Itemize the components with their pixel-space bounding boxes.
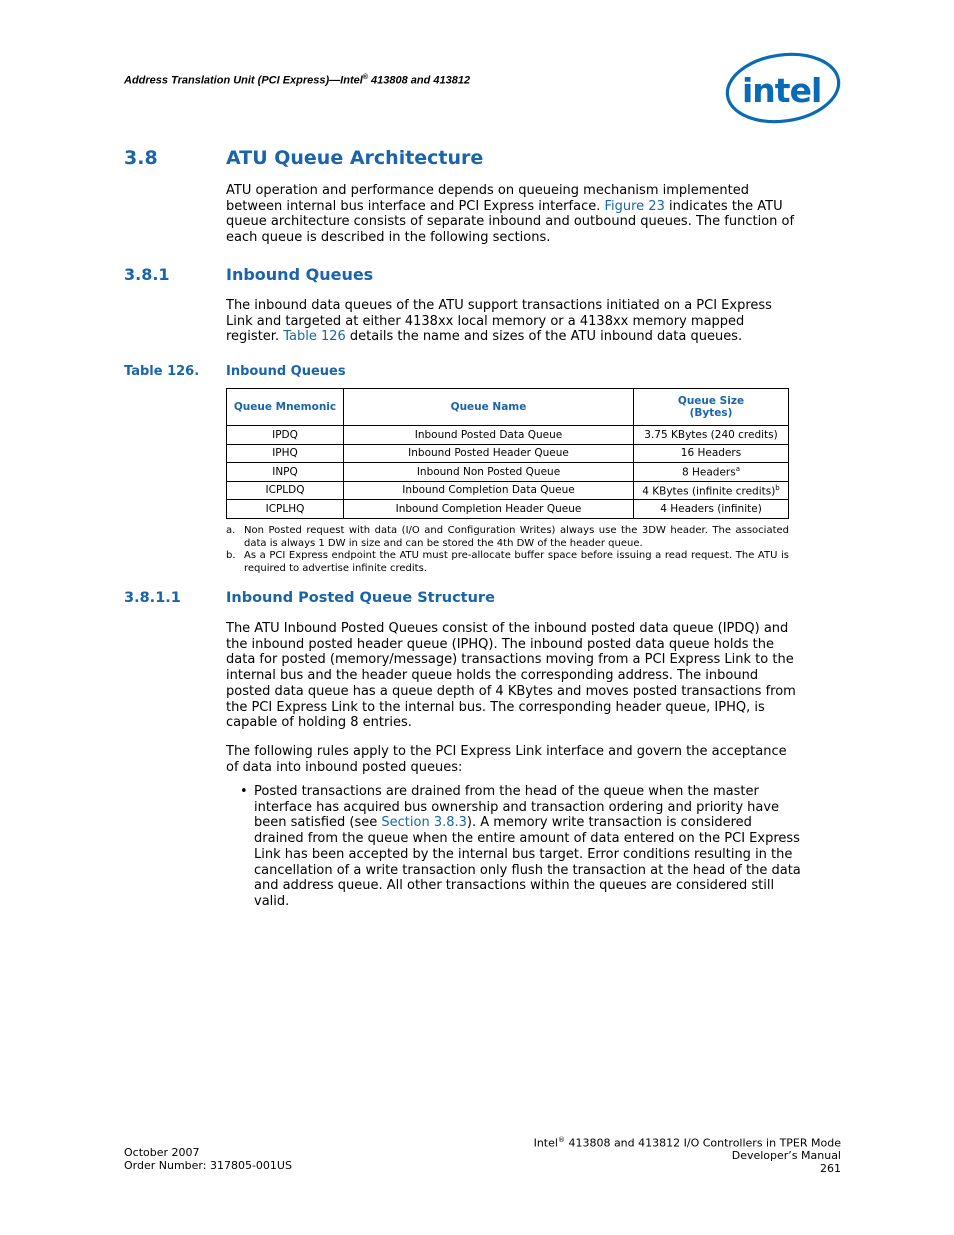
- footnote-reference[interactable]: a: [735, 465, 741, 473]
- text-run: the inbound posted header queue (IPHQ). The inbound posted data queue holds the: [226, 636, 774, 652]
- text-line: [226, 684, 846, 700]
- text-line: [226, 230, 846, 246]
- section-number: 3.8.1.1: [124, 590, 181, 606]
- cell-queue-name: [344, 426, 634, 445]
- running-header-text: Address Translation Unit (PCI Express)—Intel: [124, 74, 363, 87]
- text-run: internal bus and the header queue holds the corresponding address. The inbound: [226, 668, 759, 684]
- text-run: ATU operation and performance depends on queueing mechanism implemented: [226, 183, 750, 198]
- text-line: [226, 760, 846, 776]
- cell-queue-size: [634, 500, 789, 519]
- cell-queue-name-text: Inbound Completion Data Queue: [402, 484, 575, 497]
- cell-mnemonic-text: IPDQ: [272, 428, 298, 441]
- registered-mark: ®: [557, 1136, 565, 1144]
- section-title: Inbound Queues: [226, 265, 374, 284]
- text-run: of data into inbound posted queues:: [226, 759, 463, 775]
- text-run: details the name and sizes of the ATU inbound data queues.: [345, 329, 743, 345]
- table-row: [227, 500, 789, 519]
- header-queue-mnemonic: Queue Mnemonic: [227, 389, 344, 426]
- table-number: Table 126.: [124, 364, 200, 379]
- text-run: Link and targeted at either 4138xx local memory or a 4138xx memory mapped: [226, 313, 745, 329]
- text-line: [226, 715, 846, 731]
- cell-queue-name-text: Inbound Posted Header Queue: [408, 447, 569, 460]
- text-line: [226, 621, 846, 637]
- intel-logo: [724, 50, 842, 128]
- text-line: [254, 847, 844, 863]
- bullet-marker: •: [240, 784, 248, 799]
- table-caption: [124, 364, 346, 379]
- cell-mnemonic-text: INPQ: [272, 465, 298, 478]
- text-line: [226, 214, 846, 230]
- cell-mnemonic: [227, 463, 344, 482]
- cross-reference-link[interactable]: Table 126: [283, 329, 346, 345]
- table-row: [227, 426, 789, 445]
- text-line: [226, 199, 846, 215]
- text-run: valid.: [254, 893, 290, 909]
- cell-queue-name: [344, 444, 634, 463]
- footnote-text: Non Posted request with data (I/O and Configuration Writes) always use the 3DW header. The associated data is always 1 DW in size and can be stored the 4th DW of the header queue.: [244, 525, 789, 549]
- footer-order-number: Order Number: 317805-001US: [124, 1158, 292, 1172]
- inbound-queues-table: [226, 388, 789, 519]
- text-run: The ATU Inbound Posted Queues consist of the inbound posted data queue (IPDQ) and: [226, 621, 789, 636]
- text-line: [226, 744, 846, 760]
- section-3-8-1-1-paragraph-2: [226, 744, 846, 775]
- section-heading-3-8: [124, 147, 483, 169]
- section-3-8-paragraph: [226, 183, 846, 246]
- footnote-b: [226, 550, 789, 575]
- footer-product-name: 413808 and 413812 I/O Controllers in TPER Mode: [564, 1136, 841, 1150]
- page-number: 261: [820, 1161, 841, 1175]
- text-run: and address queue. All other transactions within the queues are considered still: [254, 878, 775, 894]
- cell-queue-size-text: 3.75 KBytes (240 credits): [644, 428, 778, 441]
- footer-date: October 2007: [124, 1146, 200, 1159]
- footer-left: [124, 1147, 292, 1172]
- cell-queue-size: [634, 481, 789, 500]
- text-line: [254, 894, 844, 910]
- text-line: [254, 784, 844, 800]
- text-run: capable of holding 8 entries.: [226, 715, 412, 731]
- footnote-text: As a PCI Express endpoint the ATU must pre-allocate buffer space before issuing a read request. The ATU is required to advertise infinite credits.: [244, 550, 789, 574]
- table-title: Inbound Queues: [226, 364, 346, 379]
- section-title: Inbound Posted Queue Structure: [226, 590, 495, 606]
- cell-queue-size-text: 4 Headers (infinite): [660, 502, 762, 515]
- section-heading-3-8-1-1: [124, 590, 495, 606]
- cell-queue-name: [344, 481, 634, 500]
- header-queue-size: [634, 389, 789, 426]
- cell-queue-name: [344, 500, 634, 519]
- cell-mnemonic: [227, 444, 344, 463]
- table-header-row: [227, 389, 789, 426]
- text-line: [254, 878, 844, 894]
- text-run: Posted transactions are drained from the head of the queue when the master: [254, 784, 759, 799]
- header-queue-name: Queue Name: [344, 389, 634, 426]
- header-queue-size-line1: Queue Size: [677, 395, 745, 407]
- table-row: [227, 444, 789, 463]
- cell-queue-size: [634, 463, 789, 482]
- table-row: [227, 481, 789, 500]
- cell-queue-size: [634, 444, 789, 463]
- cell-queue-name-text: Inbound Non Posted Queue: [416, 465, 561, 478]
- header-queue-size-line2: (Bytes): [689, 407, 733, 419]
- text-run: queue architecture consists of separate inbound and outbound queues. The function of: [226, 214, 795, 230]
- cell-mnemonic: [227, 426, 344, 445]
- text-line: [226, 668, 846, 684]
- text-run: posted data queue has a queue depth of 4 KBytes and moves posted transactions from: [226, 683, 796, 699]
- text-run: drained from the queue when the entire amount of data entered on the PCI Express: [254, 831, 800, 847]
- text-run: been satisfied (see: [254, 815, 382, 831]
- text-line: [254, 863, 844, 879]
- section-3-8-1-1-paragraph-1: [226, 621, 846, 731]
- text-run: interface has acquired bus ownership and transaction ordering and priority have: [254, 799, 780, 815]
- running-header-text-end: 413808 and 413812: [367, 74, 471, 87]
- text-line: [226, 329, 846, 345]
- footnote-a: [226, 525, 789, 550]
- cell-mnemonic-text: IPHQ: [272, 447, 298, 460]
- cell-mnemonic-text: ICPLDQ: [265, 484, 305, 497]
- footer-product-brand: Intel: [533, 1136, 558, 1150]
- footnote-reference[interactable]: b: [775, 483, 780, 492]
- cell-queue-name-text: Inbound Posted Data Queue: [414, 428, 563, 441]
- text-run: cancellation of a write transaction only flush the transaction at the head of the data: [254, 862, 801, 878]
- cell-queue-size-text: 4 KBytes (infinite credits): [642, 485, 776, 497]
- footer-right: [534, 1134, 841, 1175]
- table-body: [227, 426, 789, 519]
- cell-queue-size-text: 16 Headers: [680, 447, 742, 460]
- text-run: Link has been accepted by the internal bus target. Error conditions resulting in the: [254, 846, 793, 862]
- text-run: The following rules apply to the PCI Express Link interface and govern the acceptance: [226, 744, 787, 759]
- text-run: ). A memory write transaction is considered: [466, 815, 752, 831]
- section-number: 3.8.1: [124, 265, 170, 284]
- footer-product: [534, 1134, 841, 1150]
- section-number: 3.8: [124, 147, 158, 169]
- text-run: between internal bus interface and PCI Express interface.: [226, 198, 605, 214]
- footer-manual: Developer’s Manual: [731, 1149, 841, 1163]
- text-run: the PCI Express Link to the internal bus. The corresponding header queue, IPHQ, is: [226, 699, 765, 715]
- section-3-8-1-paragraph: [226, 298, 846, 345]
- text-line: [254, 815, 844, 831]
- registered-mark: ®: [362, 74, 368, 81]
- cell-mnemonic: [227, 481, 344, 500]
- cross-reference-link[interactable]: Section 3.8.3: [381, 815, 467, 831]
- text-line: [226, 298, 846, 314]
- text-line: [254, 800, 844, 816]
- footnote-label: b.: [226, 550, 236, 561]
- text-line: [226, 700, 846, 716]
- text-line: [226, 183, 846, 199]
- section-title: ATU Queue Architecture: [226, 147, 484, 169]
- cell-mnemonic: [227, 500, 344, 519]
- cell-mnemonic-text: ICPLHQ: [265, 502, 305, 515]
- cross-reference-link[interactable]: Figure 23: [604, 198, 665, 214]
- text-run: indicates the ATU: [664, 198, 783, 214]
- text-line: [226, 314, 846, 330]
- cell-queue-name: [344, 463, 634, 482]
- section-heading-3-8-1: [124, 265, 373, 284]
- text-run: data for posted (memory/message) transactions moving from a PCI Express Link to the: [226, 652, 794, 668]
- running-header: [124, 74, 470, 87]
- text-line: [226, 637, 846, 653]
- text-run: register.: [226, 329, 284, 345]
- text-line: [254, 831, 844, 847]
- text-run: each queue is described in the following sections.: [226, 230, 551, 246]
- intel-logo-text: intel: [742, 71, 822, 110]
- text-run: The inbound data queues of the ATU support transactions initiated on a PCI Express: [226, 298, 772, 313]
- text-line: [226, 652, 846, 668]
- table-row: [227, 463, 789, 482]
- cell-queue-size-text: 8 Headers: [681, 466, 736, 479]
- footnote-label: a.: [226, 525, 236, 536]
- cell-queue-name-text: Inbound Completion Header Queue: [395, 502, 582, 515]
- cell-queue-size: [634, 426, 789, 445]
- bullet-item-text: [254, 784, 844, 910]
